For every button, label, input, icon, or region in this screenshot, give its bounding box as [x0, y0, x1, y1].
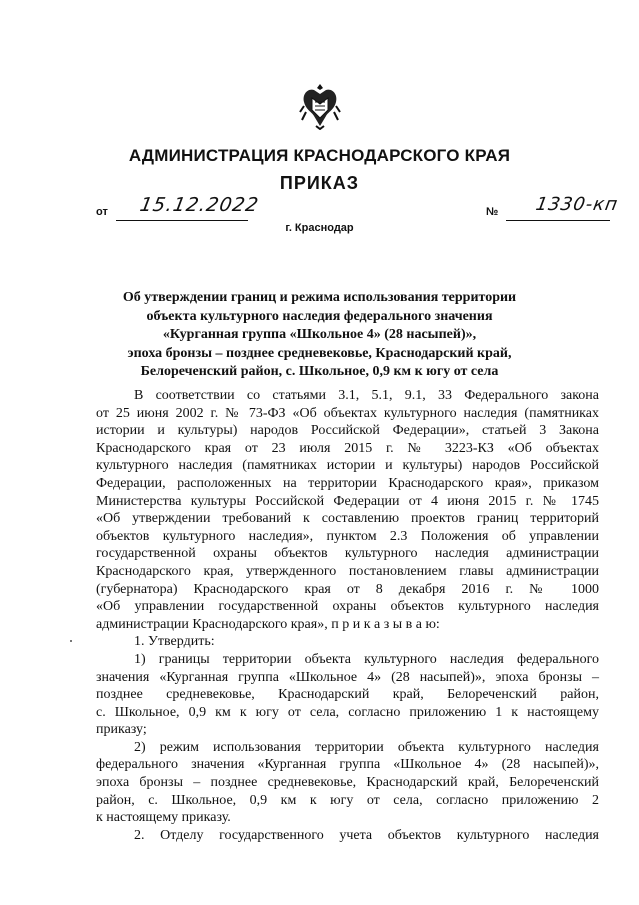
body-line: «Об управлении государственной охраны объектов культурного наследия: [96, 599, 599, 615]
city: г. Краснодар: [285, 222, 354, 234]
body-line: значения «Курганная группа «Школьное 4» (28 насыпей)», эпоха бронзы –: [96, 669, 599, 685]
body-line: с. Школьное, 0,9 км к югу от села, согласно приложению 1 к настоящему: [96, 704, 599, 720]
scan-speck: [70, 640, 72, 642]
title-line: эпоха бронзы – позднее средневековье, Краснодарский край,: [127, 345, 512, 361]
number-label: №: [486, 206, 499, 218]
body-line: эпоха бронзы – позднее средневековье, Краснодарский край, Белореченский: [96, 775, 599, 791]
organization-name: АДМИНИСТРАЦИЯ КРАСНОДАРСКОГО КРАЯ: [128, 146, 511, 165]
body-line: приказу;: [96, 722, 147, 738]
body-line: объектов культурного наследия», пунктом 2.3 Положения об управлении: [96, 528, 599, 544]
body-line: администрации Краснодарского края», п р и к а з ы в а ю:: [96, 616, 440, 632]
body-line: 2) режим использования территории объекта культурного наследия: [134, 739, 599, 755]
title-line: Белореченский район, с. Школьное, 0,9 км к югу от села: [140, 364, 499, 379]
body-line: культурного наследия (памятниках истории и культуры) народов Российской: [96, 458, 599, 474]
body-line: 1) границы территории объекта культурного наследия федерального: [134, 651, 599, 667]
body-line: район, с. Школьное, 0,9 км к югу от села, согласно приложению 2: [96, 792, 599, 808]
title-line: «Курганная группа «Школьное 4» (28 насыпей)»,: [162, 327, 477, 342]
body-line: от 25 июня 2002 г. № 73-ФЗ «Об объектах культурного наследия (памятниках: [96, 405, 599, 421]
date-underline: [116, 220, 248, 221]
body-line: Краснодарского края от 23 июля 2015 г. № 3223-КЗ «Об объектах: [96, 440, 599, 456]
coat-of-arms-icon: [298, 82, 342, 130]
body-line: 1. Утвердить:: [134, 634, 215, 650]
number-underline: [506, 220, 610, 221]
body-line: Министерства культуры Российской Федерации от 4 июня 2015 г. № 1745: [96, 493, 599, 509]
body-line: истории и культуры) народов Российской Федерации», статьей 3 Закона: [96, 423, 599, 439]
body-line: Федерации, расположенных на территории Краснодарского края», приказом: [96, 475, 599, 491]
order-body: [96, 387, 599, 844]
handwritten-number: 1330-кп: [534, 194, 620, 215]
handwritten-date: 15.12.2022: [138, 194, 261, 216]
body-line: 2. Отделу государственного учета объектов культурного наследия: [134, 827, 599, 843]
body-line: «Об утверждении требований к составлению проектов границ территорий: [96, 511, 599, 527]
body-line: к настоящему приказу.: [96, 810, 231, 826]
body-line: (губернатора) Краснодарского края от 8 декабря 2016 г. № 1000: [96, 581, 599, 597]
document-type: ПРИКАЗ: [279, 173, 360, 193]
body-line: позднее средневековье, Краснодарский край, Белореченский район,: [96, 687, 599, 703]
order-title: [60, 289, 579, 382]
title-line: объекта культурного наследия федерального значения: [146, 308, 493, 324]
body-line: В соответствии со статьями 3.1, 5.1, 9.1, 33 Федерального закона: [134, 388, 599, 403]
body-line: государственной охраны объектов культурного наследия администрации: [96, 546, 599, 562]
body-line: Краснодарского края, утвержденного постановлением главы администрации: [96, 563, 599, 579]
title-line: Об утверждении границ и режима использования территории: [122, 290, 517, 305]
date-label: от: [96, 206, 108, 218]
body-line: федерального значения «Курганная группа «Школьное 4» (28 насыпей)»,: [96, 757, 599, 773]
